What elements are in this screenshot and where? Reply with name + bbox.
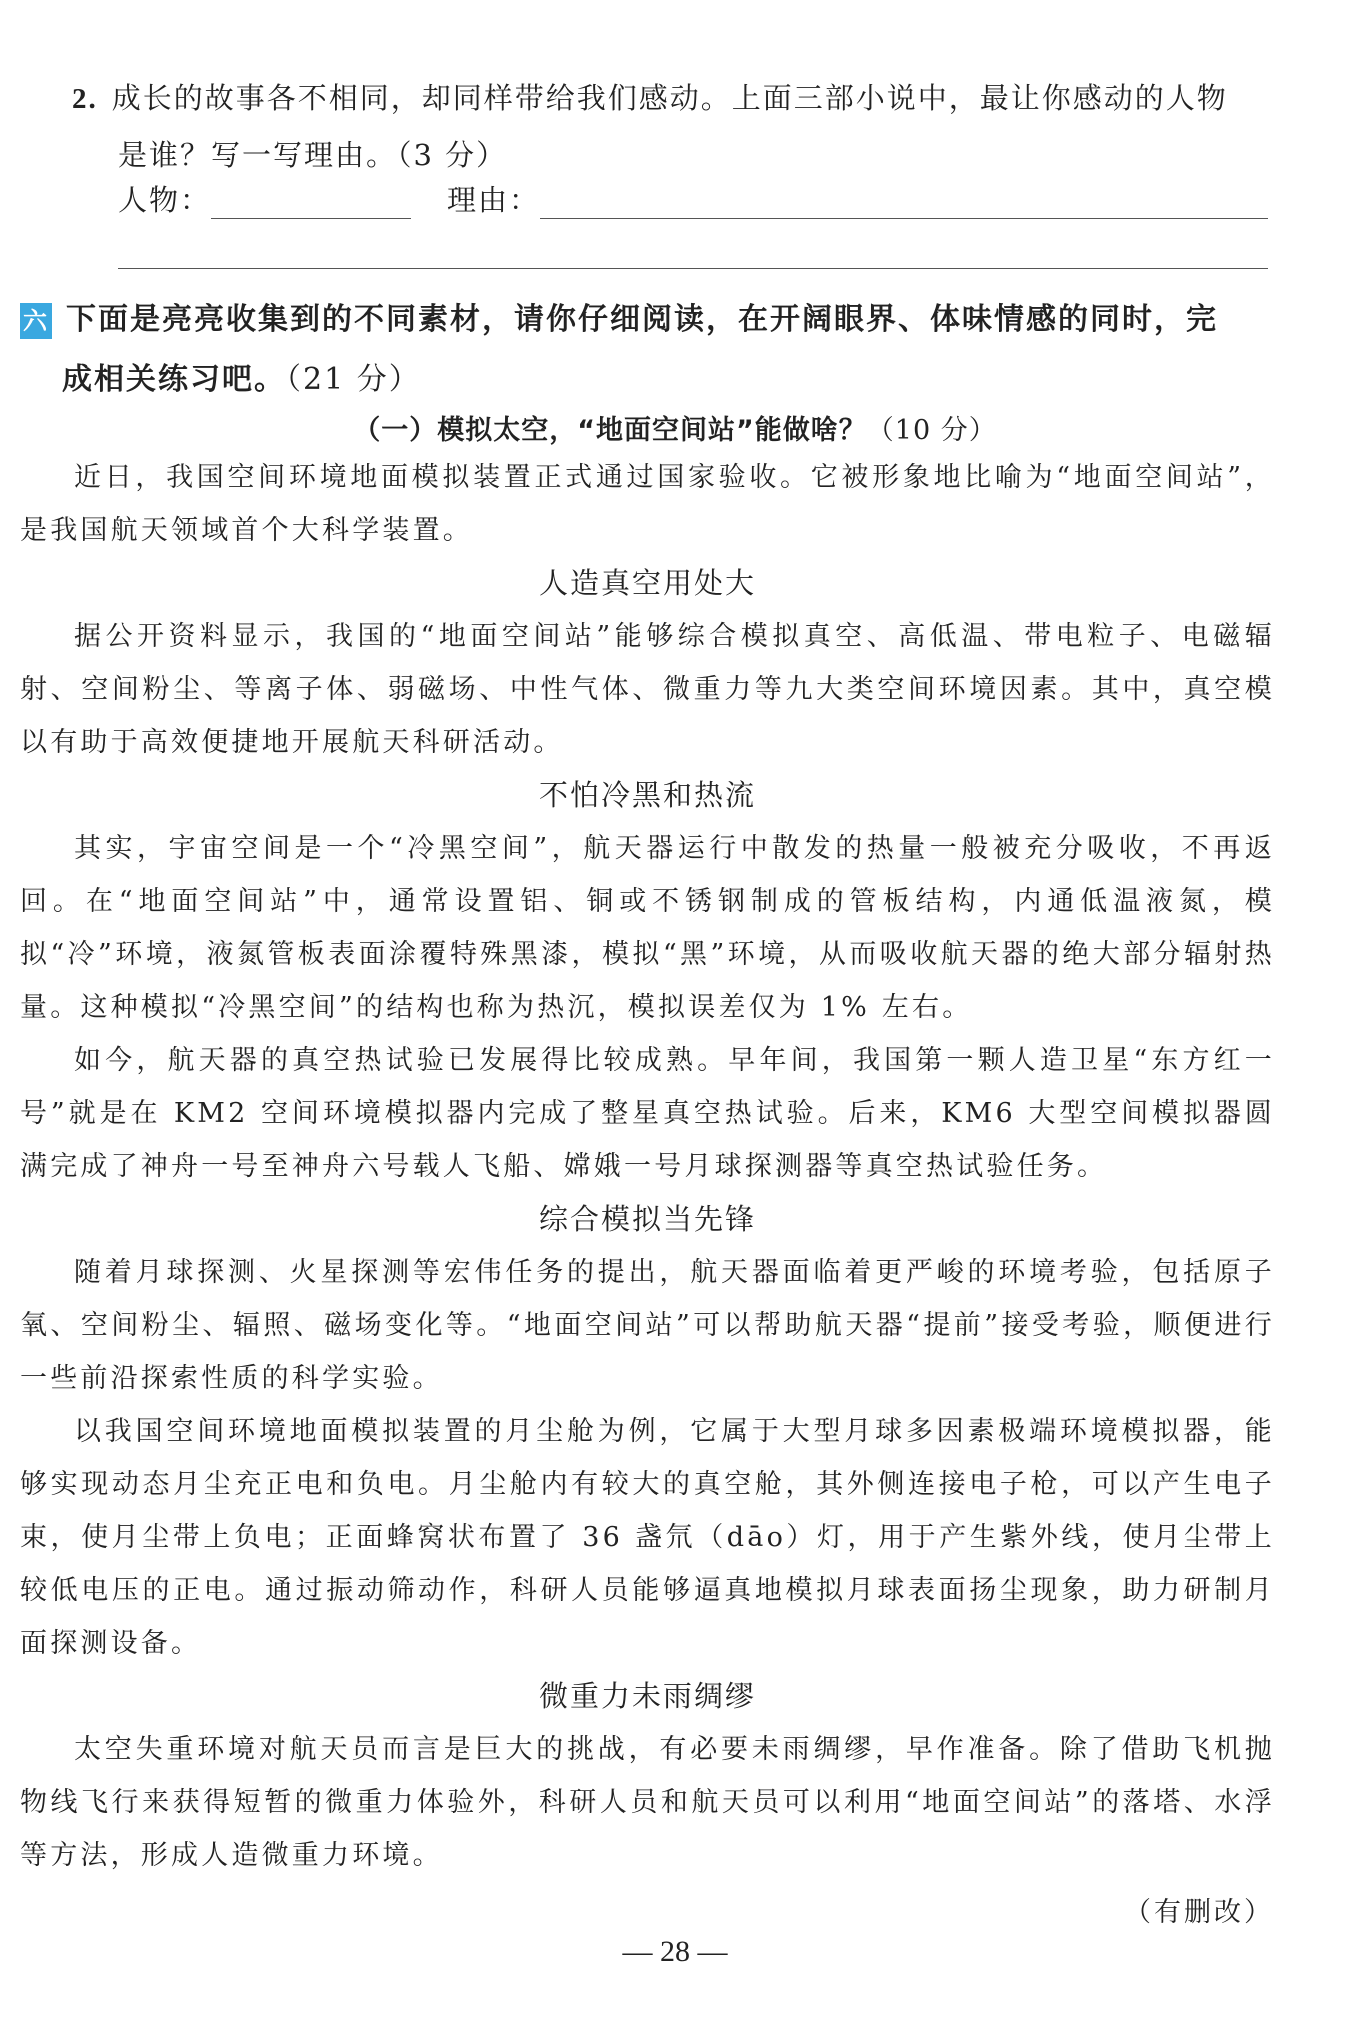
part-one-points: （10 分） (866, 415, 997, 446)
article-para-6: 太空失重环境对航天员而言是巨大的挑战，有必要未雨绸缪，早作准备。除了借助飞机抛物线飞行来获得短暂的微重力体验外，科研人员和航天员可以利用“地面空间站”的落塔、水浮等方法，形成人造微重力环境。 (20, 1734, 1275, 1871)
section-six-line2: 成相关练习吧。 (62, 362, 286, 397)
answer-row (118, 178, 1268, 219)
question-text-line1: 成长的故事各不相同，却同样带给我们感动。上面三部小说中，最让你感动的人物 (111, 81, 1228, 115)
article-intro: 近日，我国空间环境地面模拟装置正式通过国家验收。它被形象地比喻为“地面空间站”，是我国航天领域首个大科学装置。 (20, 462, 1275, 546)
section-six-points: （21 分） (286, 362, 421, 397)
reason-answer-blank[interactable] (540, 184, 1268, 219)
heading-comprehensive-simulation: 综合模拟当先锋 (538, 1202, 756, 1236)
page-number: — 28 — (622, 1935, 728, 1968)
article-body (20, 451, 1275, 1882)
heading-cold-black: 不怕冷黑和热流 (538, 778, 756, 812)
person-answer-blank[interactable] (211, 184, 411, 219)
part-one-title (0, 408, 1350, 447)
article-para-4: 随着月球探测、火星探测等宏伟任务的提出，航天器面临着更严峻的环境考验，包括原子氧、空间粉尘、辐照、磁场变化等。“地面空间站”可以帮助航天器“提前”接受考验，顺便进行一些前沿探索性质的科学实验。 (20, 1257, 1275, 1394)
question-number: 2. (72, 83, 98, 115)
article-para-3: 如今，航天器的真空热试验已发展得比较成熟。早年间，我国第一颗人造卫星“东方红一号”就是在 KM2 空间环境模拟器内完成了整星真空热试验。后来，KM6 大型空间模拟器圆满完成了神舟一号至神舟六号载人飞船、嫦娥一号月球探测器等真空热试验任务。 (20, 1045, 1275, 1182)
article-para-2: 其实，宇宙空间是一个“冷黑空间”，航天器运行中散发的热量一般被充分吸收，不再返回。在“地面空间站”中，通常设置铝、铜或不锈钢制成的管板结构，内通低温液氮，模拟“冷”环境，液氮管板表面涂覆特殊黑漆，模拟“黑”环境，从而吸收航天器的绝大部分辐射热量。这种模拟“冷黑空间”的结构也称为热沉，模拟误差仅为 1% 左右。 (20, 833, 1275, 1023)
person-label: 人物： (118, 183, 212, 217)
reason-label: 理由： (447, 183, 541, 217)
reason-answer-line-2[interactable] (118, 268, 1268, 269)
heading-artificial-vacuum: 人造真空用处大 (538, 566, 756, 600)
part-one-title-text: （一）模拟太空，“地面空间站”能做啥？ (353, 415, 867, 446)
section-six-instructions (20, 290, 1280, 410)
heading-microgravity: 微重力未雨绸缪 (538, 1679, 756, 1713)
article-para-5: 以我国空间环境地面模拟装置的月尘舱为例，它属于大型月球多因素极端环境模拟器，能够实现动态月尘充正电和负电。月尘舱内有较大的真空舱，其外侧连接电子枪，可以产生电子束，使月尘带上负电；正面蜂窝状布置了 36 盏氘（dāo）灯，用于产生紫外线，使月尘带上较低电压的正电。通过振动筛动作，科研人员能够逼真地模拟月球表面扬尘现象，助力研制月面探测设备。 (20, 1416, 1275, 1659)
section-six-badge: 六 (20, 303, 52, 339)
section-six-line1: 下面是亮亮收集到的不同素材，请你仔细阅读，在开阔眼界、体味情感的同时，完 (66, 302, 1218, 337)
question-2 (72, 70, 1272, 183)
source-note: （有删改） (1124, 1897, 1274, 1928)
article-para-1: 据公开资料显示，我国的“地面空间站”能够综合模拟真空、高低温、带电粒子、电磁辐射、空间粉尘、等离子体、弱磁场、中性气体、微重力等九大类空间环境因素。其中，真空模以有助于高效便捷地开展航天科研活动。 (20, 621, 1275, 758)
question-text-line2: 是谁？写一写理由。（3 分） (118, 138, 508, 172)
